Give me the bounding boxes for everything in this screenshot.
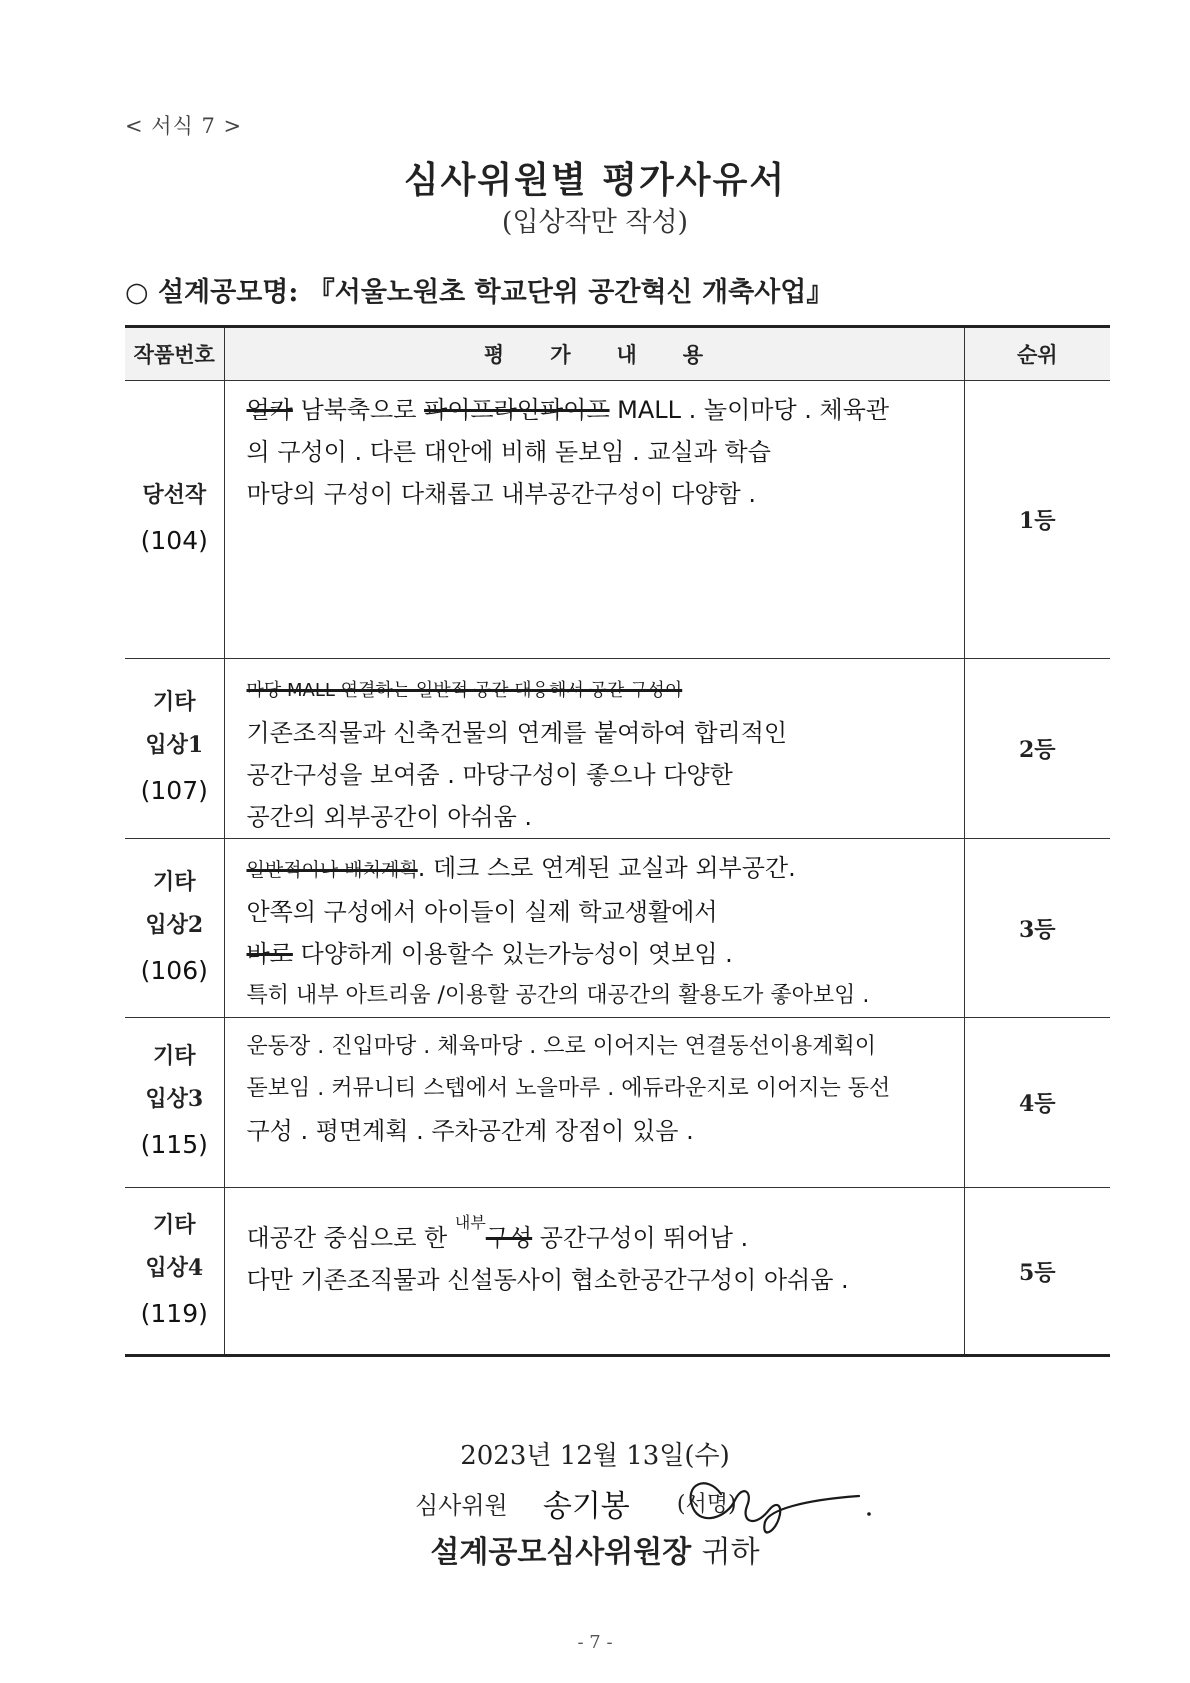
form-number: < 서식 7 >: [125, 114, 243, 138]
table-header-row: [125, 327, 1110, 381]
rank-cell: 1등: [964, 381, 1110, 659]
entry-cell: [125, 381, 224, 659]
content-text: 남북축으로: [292, 396, 425, 424]
evaluation-table: [125, 325, 1110, 1357]
judge-name: 송기봉: [542, 1489, 630, 1524]
table-row-prize2: [125, 839, 1110, 1018]
content-text: 다양하게 이용할수 있는가능성이 엿보임 .: [292, 940, 733, 968]
page-number: - 7 -: [577, 1632, 613, 1653]
table-row-prize4: [125, 1188, 1110, 1356]
content-line: 특히 내부 아트리움 /이용할 공간의 대공간의 활용도가 좋아보임 .: [246, 983, 870, 1008]
content-line: 돋보임 . 커뮤니티 스텝에서 노을마루 . 에듀라운지로 이어지는 동선: [246, 1076, 891, 1101]
entry-cell: [125, 1188, 224, 1356]
content-line: [247, 667, 950, 712]
rank-cell: 5등: [964, 1188, 1110, 1356]
struck-text: 바로: [246, 940, 293, 968]
header-content: 평가내용: [224, 327, 964, 381]
struck-text: 일반적이나 배치계획: [246, 859, 418, 881]
entry-number: (104): [140, 525, 208, 555]
struck-text: 구성: [485, 1224, 533, 1252]
entry-label: 당선작: [142, 481, 207, 508]
evaluation-content: [224, 381, 964, 659]
addressee-suffix: 귀하: [701, 1535, 760, 1570]
entry-label: 기타 입상4: [145, 1211, 204, 1281]
judge-label: 심사위원: [415, 1491, 508, 1520]
content-text: . 데크 스로 연계된 교실과 외부공간.: [417, 854, 796, 882]
signature-label: (서명): [676, 1492, 737, 1517]
content-text: 대공간 중심으로 한: [246, 1224, 455, 1252]
competition-label: ○ 설계공모명:: [125, 277, 299, 308]
entry-label: 기타 입상3: [145, 1043, 204, 1113]
rank-cell: 3등: [964, 839, 1110, 1018]
content-line: [247, 389, 950, 431]
table-row-winner: [125, 381, 1110, 659]
content-line: 운동장 . 진입마당 . 체육마당 . 으로 이어지는 연결동선이용계획이: [246, 1034, 876, 1059]
judge-signature-row: [415, 1478, 873, 1528]
entry-cell: [125, 1018, 224, 1188]
evaluation-content: [224, 1018, 964, 1188]
content-line: 공간구성을 보여줌 . 마당구성이 좋으나 다양한: [246, 761, 733, 789]
entry-cell: [125, 659, 224, 839]
rank-cell: 4등: [964, 1018, 1110, 1188]
inserted-text: 내부: [454, 1213, 486, 1232]
content-text: 공간구성이 뛰어남 .: [532, 1224, 749, 1252]
addressee: [0, 1527, 1190, 1571]
struck-text: 파이프라인파이프: [424, 396, 610, 424]
content-text: MALL . 놀이마당 . 체육관: [609, 396, 890, 424]
entry-label: 기타 입상2: [145, 868, 204, 938]
competition-name: 『서울노원초 학교단위 공간혁신 개축사업』: [307, 277, 834, 308]
table-row-prize3: [125, 1018, 1110, 1188]
content-line: [247, 933, 950, 975]
document-title: 심사위원별 평가사유서: [403, 159, 787, 201]
content-line: 구성 . 평면계획 . 주차공간계 장점이 있음 .: [246, 1117, 694, 1145]
signature-area: [673, 1478, 873, 1528]
struck-text: 마당 MALL 연결하는 일반적 공간 대응해서 공간 구성이: [246, 680, 683, 701]
evaluation-content: [224, 1188, 964, 1356]
addressee-title: 설계공모심사위원장: [430, 1535, 692, 1570]
competition-name-line: [125, 270, 833, 309]
entry-cell: [125, 839, 224, 1018]
struck-text: 얼카: [246, 396, 293, 424]
content-line: 의 구성이 . 다른 대안에 비해 돋보임 . 교실과 학습: [246, 438, 771, 466]
document-subtitle: (입상작만 작성): [501, 207, 689, 238]
content-line: 마당의 구성이 다채롭고 내부공간구성이 다양함 .: [246, 480, 756, 508]
entry-label: 기타 입상1: [145, 689, 204, 759]
entry-number: (107): [140, 776, 208, 806]
content-line: 공간의 외부공간이 아쉬움 .: [246, 803, 533, 831]
table-row-prize1: [125, 659, 1110, 839]
entry-number: (106): [140, 955, 208, 985]
content-line: [247, 847, 950, 891]
evaluation-content: [224, 659, 964, 839]
entry-number: (119): [140, 1298, 208, 1328]
content-line: 안쪽의 구성에서 아이들이 실제 학교생활에서: [246, 898, 718, 926]
content-line: 다만 기존조직물과 신설동사이 협소한공간구성이 아쉬움 .: [246, 1266, 849, 1294]
content-line: [247, 1196, 950, 1259]
content-line: 기존조직물과 신축건물의 연계를 붙여하여 합리적인: [246, 719, 788, 747]
entry-number: (115): [140, 1130, 208, 1160]
evaluation-content: [224, 839, 964, 1018]
document-date: 2023년 12월 13일(수): [460, 1441, 730, 1471]
header-entry-no: 작품번호: [125, 327, 224, 381]
header-rank: 순위: [964, 327, 1110, 381]
rank-cell: 2등: [964, 659, 1110, 839]
